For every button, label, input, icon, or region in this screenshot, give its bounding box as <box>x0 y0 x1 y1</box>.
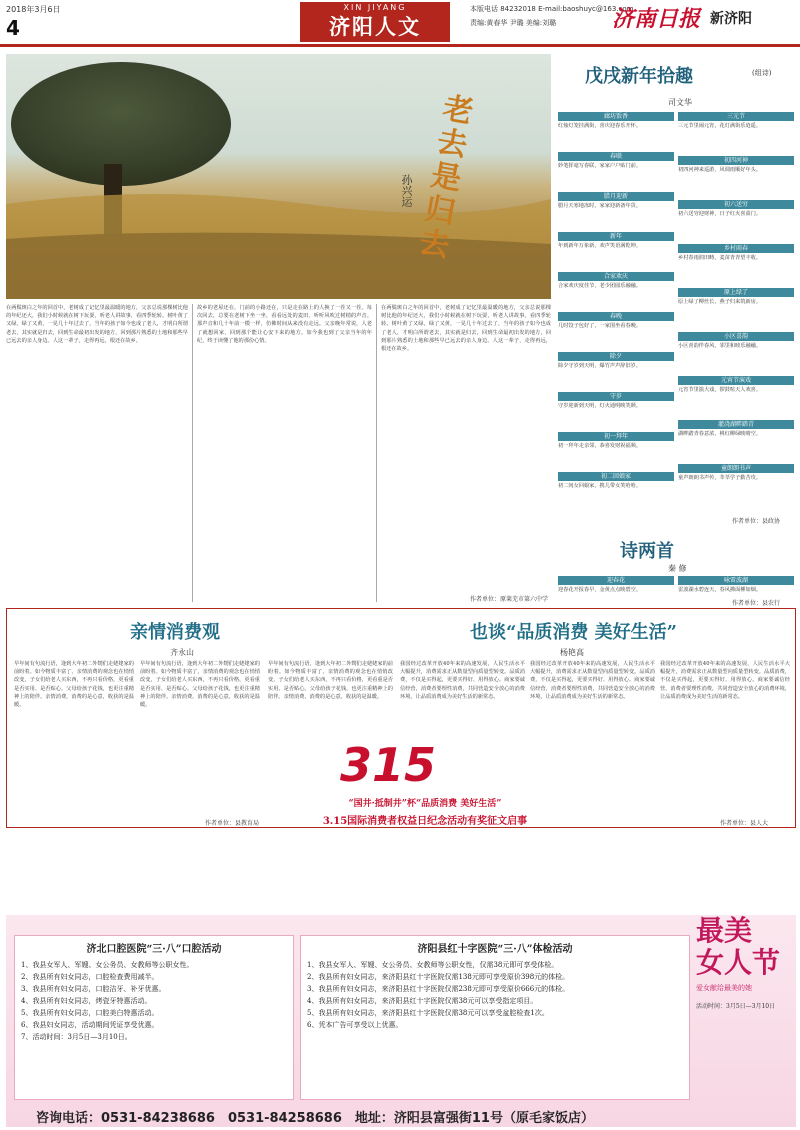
ad-promo-big: 最美 <box>696 914 753 947</box>
poem-text: 初二闺女回娘家，携儿带女笑哈哈。 <box>558 483 642 489</box>
left-article-body-col1: 早年间有句流行语，逢到大年初二外甥们走姥姥家的前盼着。如今物质丰富了，亲情消费的观念也在悄悄改变，子女们给老人买东西，不再只看价格，更看重是否实用、是否贴心。父母给孩子花钱，也更注重精神上的陪伴。亲情消费，消费的是心意，收获的是温暖。 <box>14 661 134 709</box>
ad-right-item: 3、我县所有妇女同志，来济阳县红十字医院仅需238元即可享受原价666元的体检。 <box>307 985 570 993</box>
poem-heading: 初六送穷 <box>678 200 794 209</box>
right-article-body-col2: 我国经过改革开放40年来的高速发展，人民生活水平大幅提升，消费需求正从数量型向质量型转变。品质消费，不仅是买得起，更要买得好、用得放心。商家要诚信经营，消费者要理性消费，共同营造安全放心的消费环境，让品质消费成为美好生活的新常态。 <box>530 661 655 700</box>
header-rule <box>0 44 800 47</box>
poem-heading: 乡村雨春 <box>678 244 794 253</box>
poems-col-right <box>678 112 794 498</box>
ad-right-item: 1、我县女军人、军嫂、女公务员、女教师等公职女性，仅需38元即可享受体检。 <box>307 961 559 969</box>
section-title: 济阳人文 <box>300 12 450 42</box>
paper-subname: 新济阳 <box>710 11 752 27</box>
poem2-byline: 秦 修 <box>668 564 687 573</box>
feature-byline: 孙兴运 <box>400 174 413 207</box>
poem-heading: 除夕 <box>558 352 674 361</box>
ad-right-box <box>300 935 690 1100</box>
poem2-heading: 迎春花 <box>558 576 674 585</box>
banner-315-subtitle: 3.15国际消费者权益日纪念活动有奖征文启事 <box>322 816 528 827</box>
poem-text: 初六送穷迎财神，日子红火喜盈门。 <box>678 211 762 217</box>
poems-title: 戊戌新年拾趣 <box>585 66 693 87</box>
ad-left-title: 济北口腔医院“三·八”口腔活动 <box>86 944 222 955</box>
ad-promo-small: 爱女献给最美的她 <box>696 984 752 992</box>
poem2-title: 诗两首 <box>620 541 674 562</box>
middle-spacer-text <box>268 660 393 730</box>
ad-promo-big2: 女人节 <box>696 946 781 979</box>
poem-heading: 初一拜年 <box>558 432 674 441</box>
poem-text: 三元节里闹元宵，花灯满街乐逍遥。 <box>678 123 762 129</box>
poem-text: 元宵节里演大戏，锣鼓喧天人欢喜。 <box>678 387 762 393</box>
poems-grid <box>558 112 794 517</box>
column-divider <box>376 304 377 602</box>
poem2-heading: 咏雷波湖 <box>678 576 794 585</box>
poem-heading: 腊月迎新 <box>558 192 674 201</box>
editor-info: 责编:黄春华 尹璐 美编:刘璐 <box>470 19 557 27</box>
feature-body-col2: 故乡的老屋还在，门前的小路还在，只是走在路上的人换了一茬又一茬。每次回去，总要在老树下坐一坐，看看远处的麦田，听听风吹过树梢的声音。那声音和几十年前一模一样，仿佛时间从来没有走远。父亲晚年常说，人老了就想回家，回到那个能让心安下来的地方。如今我也到了父亲当年的年纪，终于读懂了他的那份心情。 <box>197 305 372 344</box>
ad-right-title: 济阳县红十字医院“三·八”体检活动 <box>417 944 573 955</box>
poem-heading: 原上绿了 <box>678 288 794 297</box>
left-article-author-note: 作者单位：县教育局 <box>205 820 260 827</box>
page-number: 4 <box>6 16 20 40</box>
poem-text: 初四河神来巡游，风调雨顺好年头。 <box>678 167 762 173</box>
poem-heading: 三元节 <box>678 112 794 121</box>
feature-author-note: 作者单位：原莱芜市第六中学 <box>470 596 549 603</box>
right-article-title: 也谈“品质消费 美好生活” <box>470 622 677 643</box>
ad-left-box <box>14 935 294 1100</box>
poem-text: 几时饺子包好了，一家围坐看春晚。 <box>558 323 642 329</box>
left-article-body-col2: 早年间有句流行语，逢到大年初二外甥们走姥姥家的前盼着。如今物质丰富了，亲情消费的观念也在悄悄改变，子女们给老人买东西，不再只看价格，更看重是否实用、是否贴心。父母给孩子花钱，也更注重精神上的陪伴。亲情消费，消费的是心意，收获的是温暖。 <box>140 661 260 709</box>
ad-contact: 咨询电话：0531-84238686 0531-84258686 地址：济阳县富强街11号（原毛家饭店） <box>36 1111 594 1126</box>
ad-left-item: 2、我县所有妇女同志，口腔检查费用减半。 <box>21 973 159 981</box>
poem-text: 乡村春雨润田畴，麦苗青青望丰收。 <box>678 255 762 261</box>
poem2-author-note: 作者单位：县农行 <box>732 600 781 607</box>
banner-315 <box>300 738 550 838</box>
banner-315-slogan: “国井·抵制井”杯“品质消费 美好生活” <box>348 799 502 809</box>
poems-col-left <box>558 112 674 510</box>
ad-left-item: 6、我县妇女同志，活动期间凭证享受优惠。 <box>21 1021 159 1029</box>
advertisement <box>6 915 796 1127</box>
ad-right-item: 5、我县所有妇女同志，来济阳县红十字医院仅需38元可以享受盆腔检查1次。 <box>307 1009 549 1017</box>
ad-promo-date: 活动时间：3月5日—3月10日 <box>696 1003 776 1010</box>
poem-text: 妙笔挥毫写春联，家家户户贴门前。 <box>558 163 642 169</box>
left-article-body-col3: 早年间有句流行语，逢到大年初二外甥们走姥姥家的前盼着。如今物质丰富了，亲情消费的观念也在悄悄改变，子女们给老人买东西，不再只看价格，更看重是否实用、是否贴心。父母给孩子花钱，也更注重精神上的陪伴。亲情消费，消费的是心意，收获的是温暖。 <box>268 661 393 700</box>
poem-text: 湖畔踏青春意浓，桃红柳绿映晴空。 <box>678 431 762 437</box>
poem-text: 除夕守岁到天明，爆竹声声辞旧岁。 <box>558 363 642 369</box>
poem-heading: 合家欢庆 <box>558 272 674 281</box>
poem-heading: 小区喜韵 <box>678 332 794 341</box>
ad-left-item: 4、我县所有妇女同志，烤瓷牙特惠活动。 <box>21 997 152 1005</box>
issue-date: 2018年3月6日 <box>6 5 61 14</box>
poem-text: 童声朗朗书声传，莘莘学子勤苦攻。 <box>678 475 762 481</box>
ad-left-item: 3、我县所有妇女同志，口腔洁牙、补牙优惠。 <box>21 985 166 993</box>
poems-author-note: 作者单位：县政协 <box>732 518 781 525</box>
poem-text: 合家欢庆度佳节，老少团圆乐融融。 <box>558 283 642 289</box>
poem-text: 腊月天寒地冻时，家家迎新备年货。 <box>558 203 642 209</box>
ad-right-item: 6、凭本广告可享受以上优惠。 <box>307 1021 403 1029</box>
poem-heading: 新年 <box>558 232 674 241</box>
right-article-author-note: 作者单位：县人大 <box>720 820 769 827</box>
poem-text: 初一拜年走亲邻，恭喜发财祝福频。 <box>558 443 642 449</box>
poem-heading: 童朗朗书声 <box>678 464 794 473</box>
poem-heading: 初二回娘家 <box>558 472 674 481</box>
left-article-byline: 齐永山 <box>170 648 194 657</box>
right-article-body-col1: 我国经过改革开放40年来的高速发展，人民生活水平大幅提升，消费需求正从数量型向质量型转变。品质消费，不仅是买得起，更要买得好、用得放心。商家要诚信经营，消费者要理性消费，共同营造安全放心的消费环境，让品质消费成为美好生活的新常态。 <box>400 661 525 700</box>
feature-title: 老去是归去 <box>416 90 476 265</box>
right-article-byline: 杨艳高 <box>560 648 584 657</box>
poem-text: 原上绿了柳丝长，燕子归来筑新房。 <box>678 299 762 305</box>
poem-heading: 元宵节演戏 <box>678 376 794 385</box>
poem2-text: 雷波湖水碧连天，春风拂面柳如烟。 <box>678 587 762 593</box>
ad-left-item: 5、我县所有妇女同志，口腔美白特惠活动。 <box>21 1009 159 1017</box>
right-article-body-col3: 我国经过改革开放40年来的高速发展，人民生活水平大幅提升，消费需求正从数量型向质量型转变。品质消费，不仅是买得起，更要买得好、用得放心。商家要诚信经营，消费者要理性消费，共同营造安全放心的消费环境，让品质消费成为美好生活的新常态。 <box>660 661 790 700</box>
poem-heading: 春联 <box>558 152 674 161</box>
ad-left-item: 7、活动时间：3月5日—3月10日。 <box>21 1033 132 1041</box>
left-article-title: 亲情消费观 <box>130 622 220 643</box>
section-pinyin: XIN JIYANG <box>300 2 450 13</box>
poem-text: 红烛灯笼挂满街，喜庆迎春乐开怀。 <box>558 123 642 129</box>
feature-body-col3: 在两鬓斑白之年的回首中，老树成了记忆里最温暖的地方，父亲总说那棵树比他的年纪还大，我们小时候就在树下玩耍，听老人讲故事，看四季轮转。树叶黄了又绿，绿了又黄，一晃几十年过去了，当年的孩子如今也成了老人，才明白所谓老去，其实就是归去，回到生命最初出发的地方，回到那片熟悉的土地和那些早已远去的亲人身边。人这一辈子，走得再远，根还在故乡。 <box>381 305 551 353</box>
poem2-text: 迎春花开报春早，金黄点点映碧空。 <box>558 587 642 593</box>
poem-heading: 春晚 <box>558 312 674 321</box>
poem-text: 守岁迎新到天明，灯火通明映笑颜。 <box>558 403 642 409</box>
paper-logo: 济南日报 <box>612 6 701 32</box>
poems-byline: 司文华 <box>668 98 692 107</box>
poem-text: 小区喜韵伴春风，邻里和睦乐融融。 <box>678 343 762 349</box>
ad-left-item: 1、我县女军人、军嫂、女公务员、女教师等公职女性。 <box>21 961 194 969</box>
ad-promo <box>696 915 794 1105</box>
banner-315-number: 315 <box>340 738 437 792</box>
poem-heading: 灌浇湖畔踏青 <box>678 420 794 429</box>
feature-body-col1: 在两鬓斑白之年的回首中，老树成了记忆里最温暖的地方，父亲总说那棵树比他的年纪还大，我们小时候就在树下玩耍，听老人讲故事，看四季轮转。树叶黄了又绿，绿了又黄，一晃几十年过去了，当年的孩子如今也成了老人，才明白所谓老去，其实就是归去，回到生命最初出发的地方，回到那片熟悉的土地和那些早已远去的亲人身边。人这一辈子，走得再远，根还在故乡。 <box>6 305 188 344</box>
poem-heading: 守岁 <box>558 392 674 401</box>
ad-right-item: 4、我县所有妇女同志，来济阳县红十字医院仅需38元可以享受指定项目。 <box>307 997 538 1005</box>
poems-subtitle: (组诗) <box>752 69 772 77</box>
poem-text: 年到新年万象新，欢声笑语满乾坤。 <box>558 243 642 249</box>
poem-heading: 廊坊饭香 <box>558 112 674 121</box>
feature-photo <box>6 54 551 299</box>
poem-heading: 初四河神 <box>678 156 794 165</box>
ad-right-item: 2、我县所有妇女同志，来济阳县红十字医院仅需138元即可享受原价398元的体检。 <box>307 973 570 981</box>
contact-info: 本版电话 84232018 E-mail:baoshuyc@163.com <box>470 5 634 13</box>
column-divider <box>192 304 193 602</box>
